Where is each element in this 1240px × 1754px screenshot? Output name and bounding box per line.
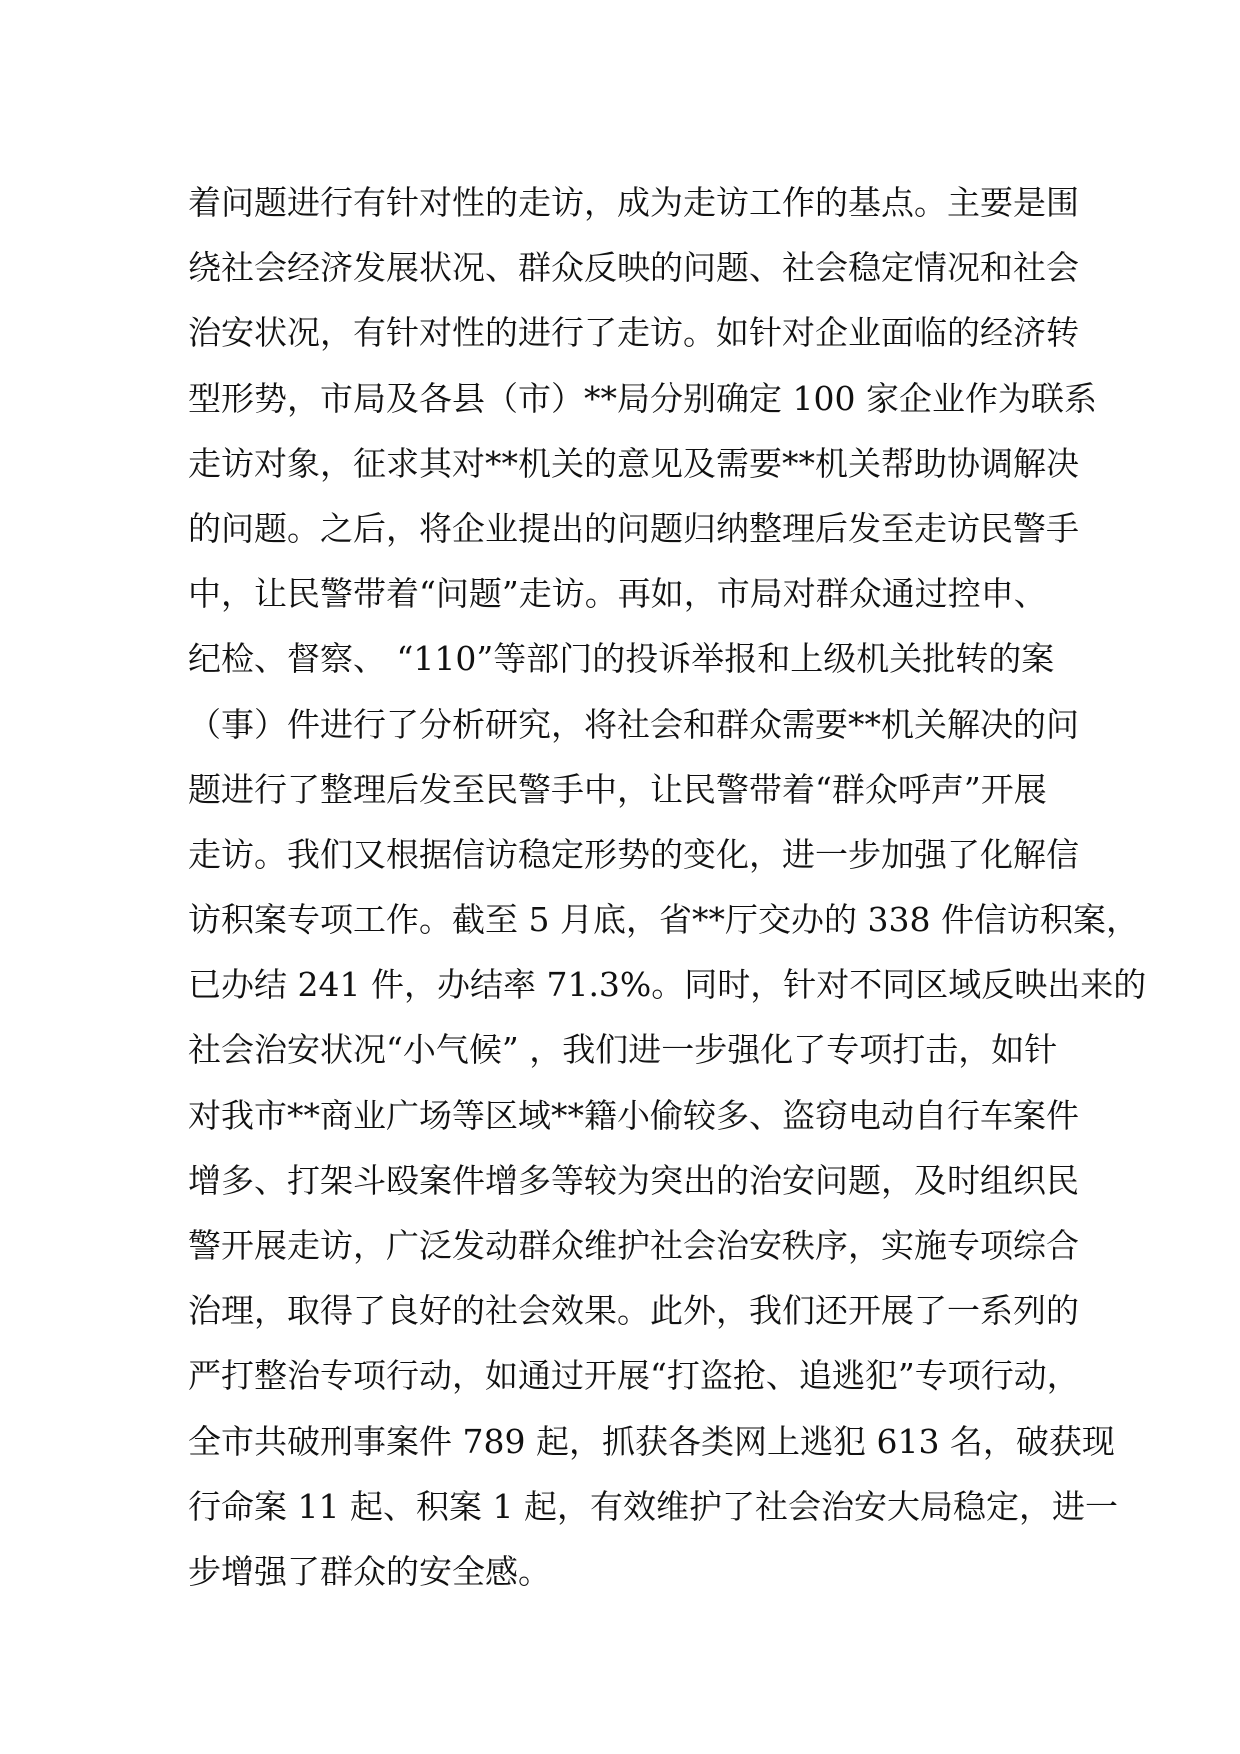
text-line: 走访对象，征求其对**机关的意见及需要**机关帮助协调解决	[188, 443, 1079, 483]
body-paragraph	[188, 170, 1147, 1604]
text-line: 治理，取得了良好的社会效果。此外，我们还开展了一系列的	[188, 1291, 1079, 1331]
text-line: 治安状况，有针对性的进行了走访。如针对企业面临的经济转	[188, 313, 1079, 353]
text-line: 严打整治专项行动，如通过开展“打盗抢、追逃犯”专项行动，	[188, 1356, 1080, 1396]
text-line: 着问题进行有针对性的走访，成为走访工作的基点。主要是围	[188, 183, 1079, 222]
text-line: 型形势，市局及各县（市）**局分别确定 100 家企业作为联系	[188, 378, 1097, 418]
text-line: 全市共破刑事案件 789 起，抓获各类网上逃犯 613 名，破获现	[188, 1421, 1115, 1461]
text-line: （事）件进行了分析研究，将社会和群众需要**机关解决的问	[188, 704, 1079, 744]
text-line: 已办结 241 件，办结率 71.3%。同时，针对不同区域反映出来的	[188, 965, 1147, 1005]
text-line: 走访。我们又根据信访稳定形势的变化，进一步加强了化解信	[188, 834, 1079, 874]
text-line: 社会治安状况“小气候” ，我们进一步强化了专项打击，如针	[188, 1030, 1058, 1070]
text-line: 行命案 11 起、积案 1 起，有效维护了社会治安大局稳定，进一	[188, 1486, 1118, 1526]
text-line: 步增强了群众的安全感。	[188, 1551, 551, 1591]
text-line: 访积案专项工作。截至 5 月底，省**厅交办的 338 件信访积案，	[188, 900, 1139, 940]
text-line: 警开展走访，广泛发动群众维护社会治安秩序，实施专项综合	[188, 1226, 1079, 1265]
text-line: 增多、打架斗殴案件增多等较为突出的治安问题，及时组织民	[188, 1160, 1079, 1200]
text-line: 对我市**商业广场等区域**籍小偷较多、盗窃电动自行车案件	[188, 1095, 1079, 1135]
text-line: 绕社会经济发展状况、群众反映的问题、社会稳定情况和社会	[188, 248, 1079, 288]
text-line: 中，让民警带着“问题”走访。再如，市局对群众通过控申、	[188, 574, 1047, 614]
text-line: 的问题。之后，将企业提出的问题归纳整理后发至走访民警手	[188, 508, 1079, 548]
text-line: 纪检、督察、 “110”等部门的投诉举报和上级机关批转的案	[188, 639, 1055, 679]
text-line: 题进行了整理后发至民警手中，让民警带着“群众呼声”开展	[188, 769, 1047, 809]
